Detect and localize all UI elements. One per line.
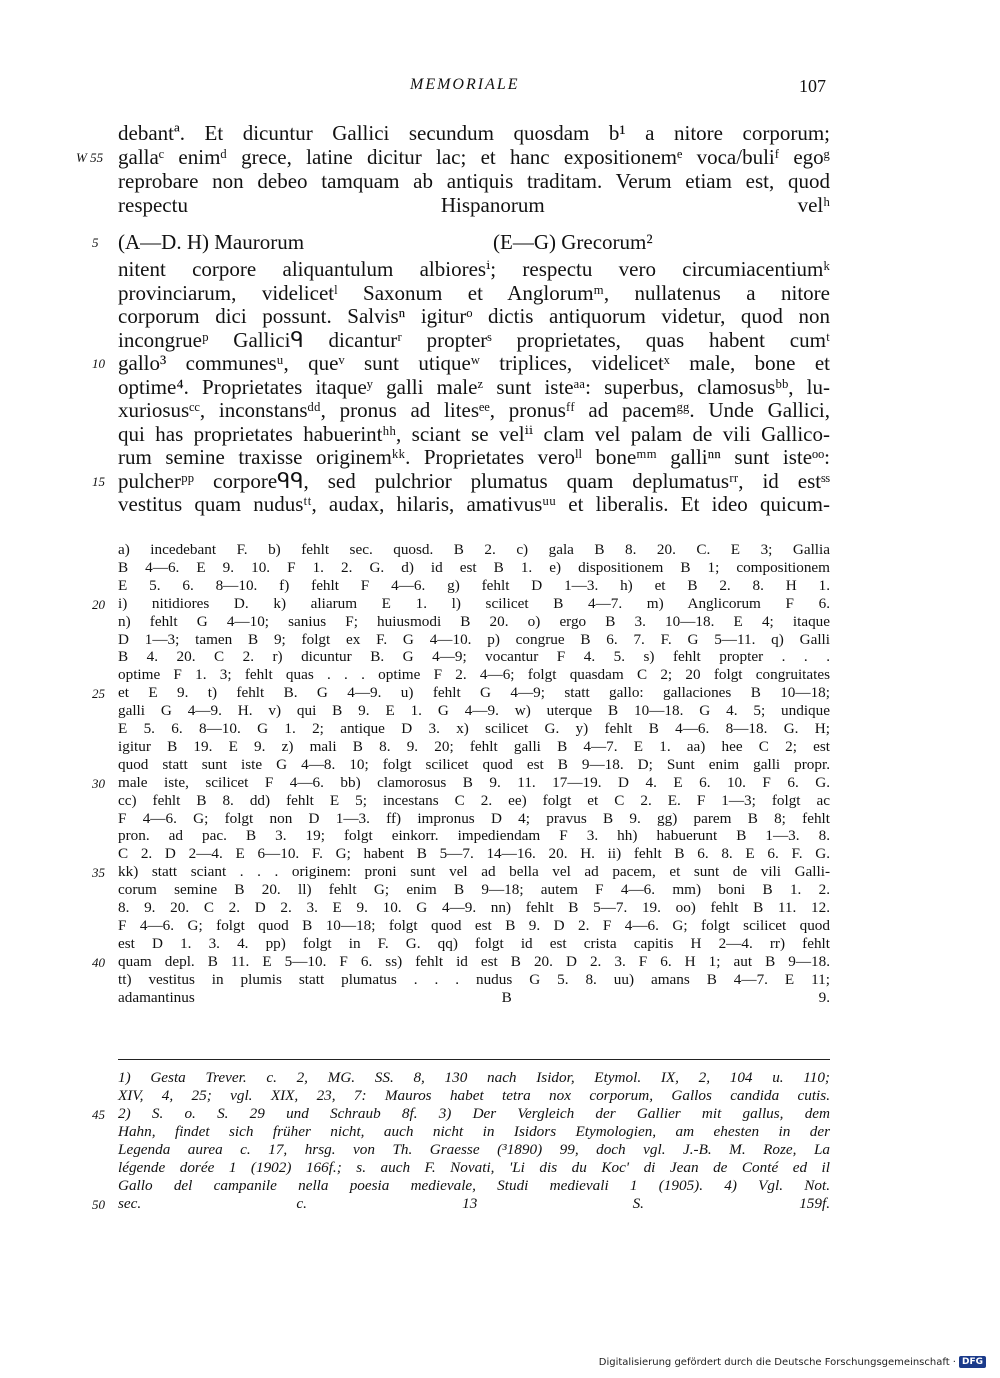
text-line: corum semine B 20. ll) fehlt G; enim B 9—18; autem F 4—6. mm) boni B 1. 2. — [118, 881, 830, 899]
text-line: n) fehlt G 4—10; sanius F; huiusmodi B 20. o) ergo B 3. 10—18. E 4; itaque — [118, 612, 830, 630]
text-line: cc) fehlt B 8. dd) fehlt E 5; incestans C 2. ee) folgt et C 2. E. F 1—3; folgt ac — [118, 791, 830, 809]
text-line: XIV, 4, 25; vgl. XIX, 23, 7: Mauros habet tetra nox corporum, Gallos candida cutis. — [118, 1087, 830, 1104]
text-line: vestitus quam nudusᵗᵗ, audax, hilaris, amativusᵘᵘ et liberalis. Et ideo quicum- — [118, 492, 830, 516]
text-line: est D 1. 3. 4. pp) folgt in F. G. qq) folgt id est crista capitis H 2—4. rr) fehlt — [118, 934, 830, 952]
text-line: et E 9. t) fehlt B. G 4—9. u) fehlt G 4—9; statt gallo: gallaciones B 10—18; — [118, 684, 830, 702]
line-number: 30 — [92, 775, 105, 791]
text-line: C 2. D 2—4. E 6—10. F. G; habent B 5—7. 14—16. 20. H. ii) fehlt B 6. 8. E 6. F. G. — [118, 845, 830, 863]
text-line: F 4—6. G; folgt quod B 10—18; folgt quod est B 9. D 2. F 4—6. G; folgt scilicet quod — [118, 916, 830, 934]
line-number: 40 — [92, 954, 105, 970]
text-line: male iste, scilicet F 4—6. bb) clamorosus B 9. 11. 17—19. D 4. E 6. 10. F 6. G. — [118, 773, 830, 791]
text-line: Gallo del campanile nella poesia medievale, Studi medievali 1 (1905). 4) Vgl. Not. — [118, 1177, 830, 1194]
line-number: 5 — [92, 235, 99, 250]
text-line: gallaᶜ enimᵈ grece, latine dicitur lac; et hanc expositionemᵉ voca/buliᶠ egoᵍ — [118, 145, 830, 169]
text-line: provinciarum, videlicetˡ Saxonum et Anglorumᵐ, nullatenus a nitore — [118, 280, 830, 305]
text-line: i) nitidiores D. k) aliarum E 1. l) scilicet B 4—7. m) Anglicorum F 6. — [118, 594, 830, 612]
text-line: E 5. 6. 8—10. f) fehlt F 4—6. g) fehlt D 1—3. h) et B 2. 8. H 1. — [118, 576, 830, 594]
text-line: reprobare non debeo tamquam ab antiquis traditam. Verum etiam est, quod — [118, 169, 830, 193]
text-line: adamantinus B 9. — [118, 988, 830, 1006]
text-line: kk) statt sciant . . . originem: proni sunt vel ad bella vel ad pacem, et sunt de vili Galli- — [118, 863, 830, 881]
text-line: optime F 1. 3; fehlt quas . . . optime F 2. 4—6; folgt quasdam C 2; 20 folgt congruitates — [118, 666, 830, 684]
text-line: debantª. Et dicuntur Gallici secundum quosdam b¹ a nitore corporum; — [118, 121, 830, 145]
text-line: sec. c. 13 S. 159f. — [118, 1195, 830, 1212]
variant-line — [118, 230, 830, 256]
text-line: pulcherᵖᵖ corporeᑫᑫ, sed pulchrior plumatus quam deplumatusʳʳ, id estˢˢ — [118, 468, 830, 493]
text-line: B 4. 20. C 2. r) dicuntur B. G 4—9; vocantur F 4. 5. s) fehlt propter . . . — [118, 648, 830, 666]
credit-text: Digitalisierung gefördert durch die Deutsche Forschungsgemeinschaft · — [598, 1356, 956, 1368]
text-line: tt) vestitus in plumis statt plumatus . . . nudus G 5. 8. uu) amans B 4—7. E 11; — [118, 970, 830, 988]
dfg-logo: DFG — [959, 1356, 986, 1368]
line-number: 35 — [92, 865, 105, 881]
text-line: D 1—3; tamen B 9; folgt ex F. G 4—10. p) congrue B 6. 7. F. G 5—11. q) Galli — [118, 630, 830, 648]
text-line: igitur B 19. E 9. z) mali B 8. 9. 20; fehlt galli B 4—7. E 1. aa) hee C 2; est — [118, 737, 830, 755]
running-title: MEMORIALE — [410, 76, 520, 93]
text-line: pron. ad pac. B 3. 19; folgt einkorr. impediendam F 3. hh) habuerunt B 1—3. 8. — [118, 827, 830, 845]
text-line: quod statt sunt iste G 4—8. 10; folgt scilicet quod est B 9—18. D; Sunt enim galli propr. — [118, 755, 830, 773]
line-number: W 55 — [76, 150, 104, 165]
text-line: a) incedebant F. b) fehlt sec. quosd. B 2. c) gala B 8. 20. C. E 3; Gallia — [118, 541, 830, 558]
text-line: F 4—6. G; folgt non D 1—3. ff) impronus D 4; pravus B 9. gg) parem B 8; fehlt — [118, 809, 830, 827]
text-line: gallo³ communesᵘ, queᵛ sunt utiqueʷ triplices, videlicetˣ male, bone et — [118, 351, 830, 375]
line-number: 50 — [92, 1197, 105, 1212]
page-number: 107 — [799, 76, 826, 96]
text-line: qui has proprietates habuerintʰʰ, sciant se velⁱⁱ clam vel palam de vili Gallico- — [118, 421, 830, 446]
variant-left: (A—D. H) Maurorum — [118, 230, 305, 254]
line-number: 45 — [92, 1107, 105, 1122]
text-line: corporum dici possunt. Salvisⁿ igiturᵒ dictis antiquorum videtur, quod non — [118, 304, 830, 328]
text-line: 8. 9. 20. C 2. D 2. 3. E 9. 10. G 4—9. nn) fehlt B 5—7. 19. oo) fehlt B 11. 12. — [118, 899, 830, 916]
text-line: légende dorée 1 (1902) 166f.; s. auch F. Novati, 'Li dis du Koc' di Jean de Conté ed il — [118, 1159, 830, 1176]
line-number: 25 — [92, 686, 105, 702]
text-line: galli G 4—9. H. v) qui B 9. E 1. G 4—9. w) uterque B 10—18. G 4. 5; undique — [118, 702, 830, 720]
text-line: incongrueᵖ Galliciᑫ dicanturʳ propterˢ proprietates, quas habent cumᵗ — [118, 327, 830, 352]
text-line: quam depl. B 11. E 5—10. F 6. ss) fehlt id est B 20. D 2. 3. F 6. H 1; aut B 9—18. — [118, 952, 830, 970]
text-line: 2) S. o. S. 29 und Schraub 8f. 3) Der Vergleich der Gallier mit gallus, dem — [118, 1105, 830, 1122]
line-number: 10 — [92, 356, 105, 371]
text-line: B 4—6. E 9. 10. F 1. 2. G. d) id est B 1. e) dispositionem B 1; compositionem — [118, 558, 830, 576]
footnote-divider — [118, 1059, 830, 1060]
line-number: 20 — [92, 596, 105, 612]
line-number: 15 — [92, 473, 105, 489]
text-line: 1) Gesta Trever. c. 2, MG. SS. 8, 130 nach Isidor, Etymol. IX, 2, 104 u. 110; — [118, 1069, 830, 1086]
text-line: E 5. 6. 8—10. G 1. 2; antique D 3. x) scilicet G. y) fehlt B 4—6. 8—18. G. H; — [118, 720, 830, 737]
text-line: nitent corpore aliquantulum albioresⁱ; respectu vero circumiacentiumᵏ — [118, 257, 830, 281]
running-head — [0, 76, 1000, 100]
text-line: optime⁴. Proprietates itaqueʸ galli maleᶻ sunt isteᵃᵃ: superbus, clamosusᵇᵇ, lu- — [118, 374, 830, 399]
text-line: Hahn, findet sich früher nicht, auch nicht in Isidors Etymologien, am ehesten in der — [118, 1123, 830, 1140]
text-line: Legenda aurea c. 17, hrsg. von Th. Graesse (³1890) 99, doch vgl. J.-B. M. Roze, La — [118, 1141, 830, 1158]
text-line: rum semine traxisse originemᵏᵏ. Proprietates veroˡˡ boneᵐᵐ galliⁿⁿ sunt isteᵒᵒ: — [118, 445, 830, 469]
text-line: respectu Hispanorum velʰ — [118, 193, 830, 217]
text-line: xuriosusᶜᶜ, inconstansᵈᵈ, pronus ad litesᵉᵉ, pronusᶠᶠ ad pacemᵍᵍ. Unde Gallici, — [118, 398, 830, 422]
variant-right: (E—G) Grecorum² — [493, 230, 653, 254]
digitization-credit — [599, 1356, 986, 1368]
